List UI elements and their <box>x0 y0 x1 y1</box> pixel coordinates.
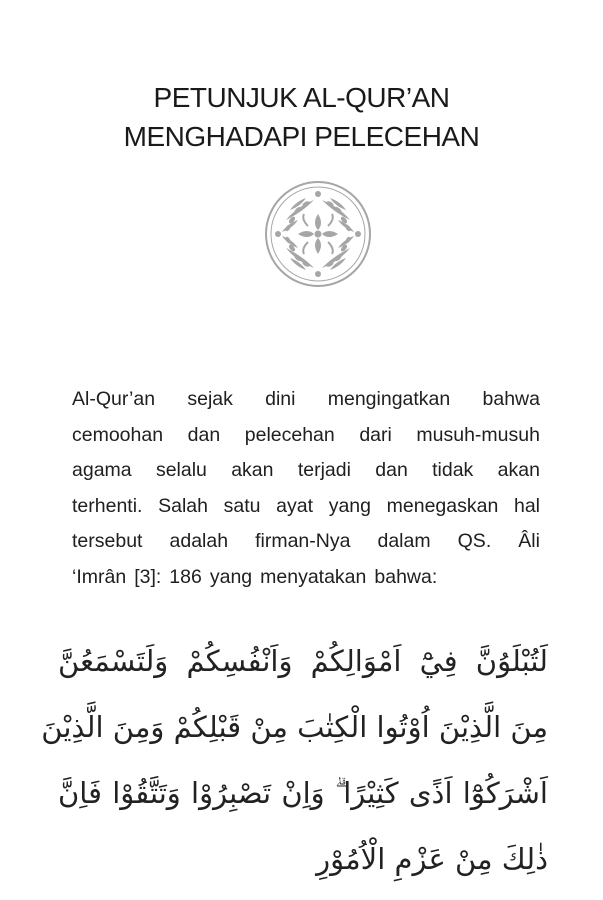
word: menegaskan <box>386 494 499 517</box>
word: terhenti. <box>72 494 143 517</box>
word: yang <box>328 494 371 517</box>
word: akan <box>231 459 274 481</box>
floral-medallion-icon <box>264 180 372 288</box>
word: satu <box>223 494 261 517</box>
word: dalam <box>377 530 431 552</box>
word: Al-Qur’an <box>72 388 156 410</box>
word: sejak <box>187 388 233 410</box>
title-line-1: PETUNJUK AL-QUR’AN <box>153 82 450 113</box>
paragraph-line <box>72 524 540 560</box>
word: tersebut <box>72 530 143 552</box>
word: QS. <box>457 530 492 552</box>
word: pelecehan <box>244 423 335 446</box>
word: musuh-musuh <box>416 423 540 446</box>
word: adalah <box>169 530 229 552</box>
verse-line: لَتُبْلَوُنَّ فِيْٓ اَمْوَالِكُمْ وَاَنْفُسِكُمْ وَلَتَسْمَعُنَّ <box>58 644 548 678</box>
word: dan <box>187 423 221 446</box>
word: tidak <box>432 459 474 481</box>
word: bahwa <box>482 388 540 410</box>
verse-line: ذٰلِكَ مِنْ عَزْمِ الْاُمُوْرِ <box>316 842 548 876</box>
word: bahwa: <box>374 565 438 588</box>
verse-line: مِنَ الَّذِيْنَ اُوْتُوا الْكِتٰبَ مِنْ قَبْلِكُمْ وَمِنَ الَّذِيْنَ <box>41 710 548 744</box>
word: ‘Imrân <box>72 565 127 588</box>
word: akan <box>497 459 540 481</box>
quran-verse <box>41 628 548 892</box>
word: 186 <box>169 565 202 588</box>
word: ayat <box>276 494 314 517</box>
word: dini <box>265 388 296 410</box>
word: menyatakan <box>260 565 367 588</box>
word: hal <box>513 494 540 517</box>
title-line-2: MENGHADAPI PELECEHAN <box>123 121 480 152</box>
paragraph <box>72 382 540 595</box>
paragraph-line <box>72 489 540 525</box>
word: Salah <box>158 494 208 517</box>
word: [3]: <box>134 565 162 588</box>
word: yang <box>209 565 253 588</box>
paragraph-line <box>72 418 540 454</box>
word: cemoohan <box>72 423 164 446</box>
word: dari <box>359 423 392 446</box>
word: selalu <box>155 459 207 481</box>
paragraph-line <box>72 560 540 596</box>
verse-line: اَشْرَكُوْٓا اَذًى كَثِيْرًا ۗ وَاِنْ تَصْبِرُوْا وَتَتَّقُوْا فَاِنَّ <box>58 776 548 810</box>
page-title <box>0 78 603 156</box>
word: mengingatkan <box>327 388 451 410</box>
word: firman-Nya <box>255 530 351 552</box>
word: Âli <box>518 530 540 552</box>
word: dan <box>375 459 408 481</box>
paragraph-line <box>72 453 540 489</box>
word: terjadi <box>297 459 351 481</box>
paragraph-line <box>72 382 540 418</box>
word: agama <box>72 459 132 481</box>
